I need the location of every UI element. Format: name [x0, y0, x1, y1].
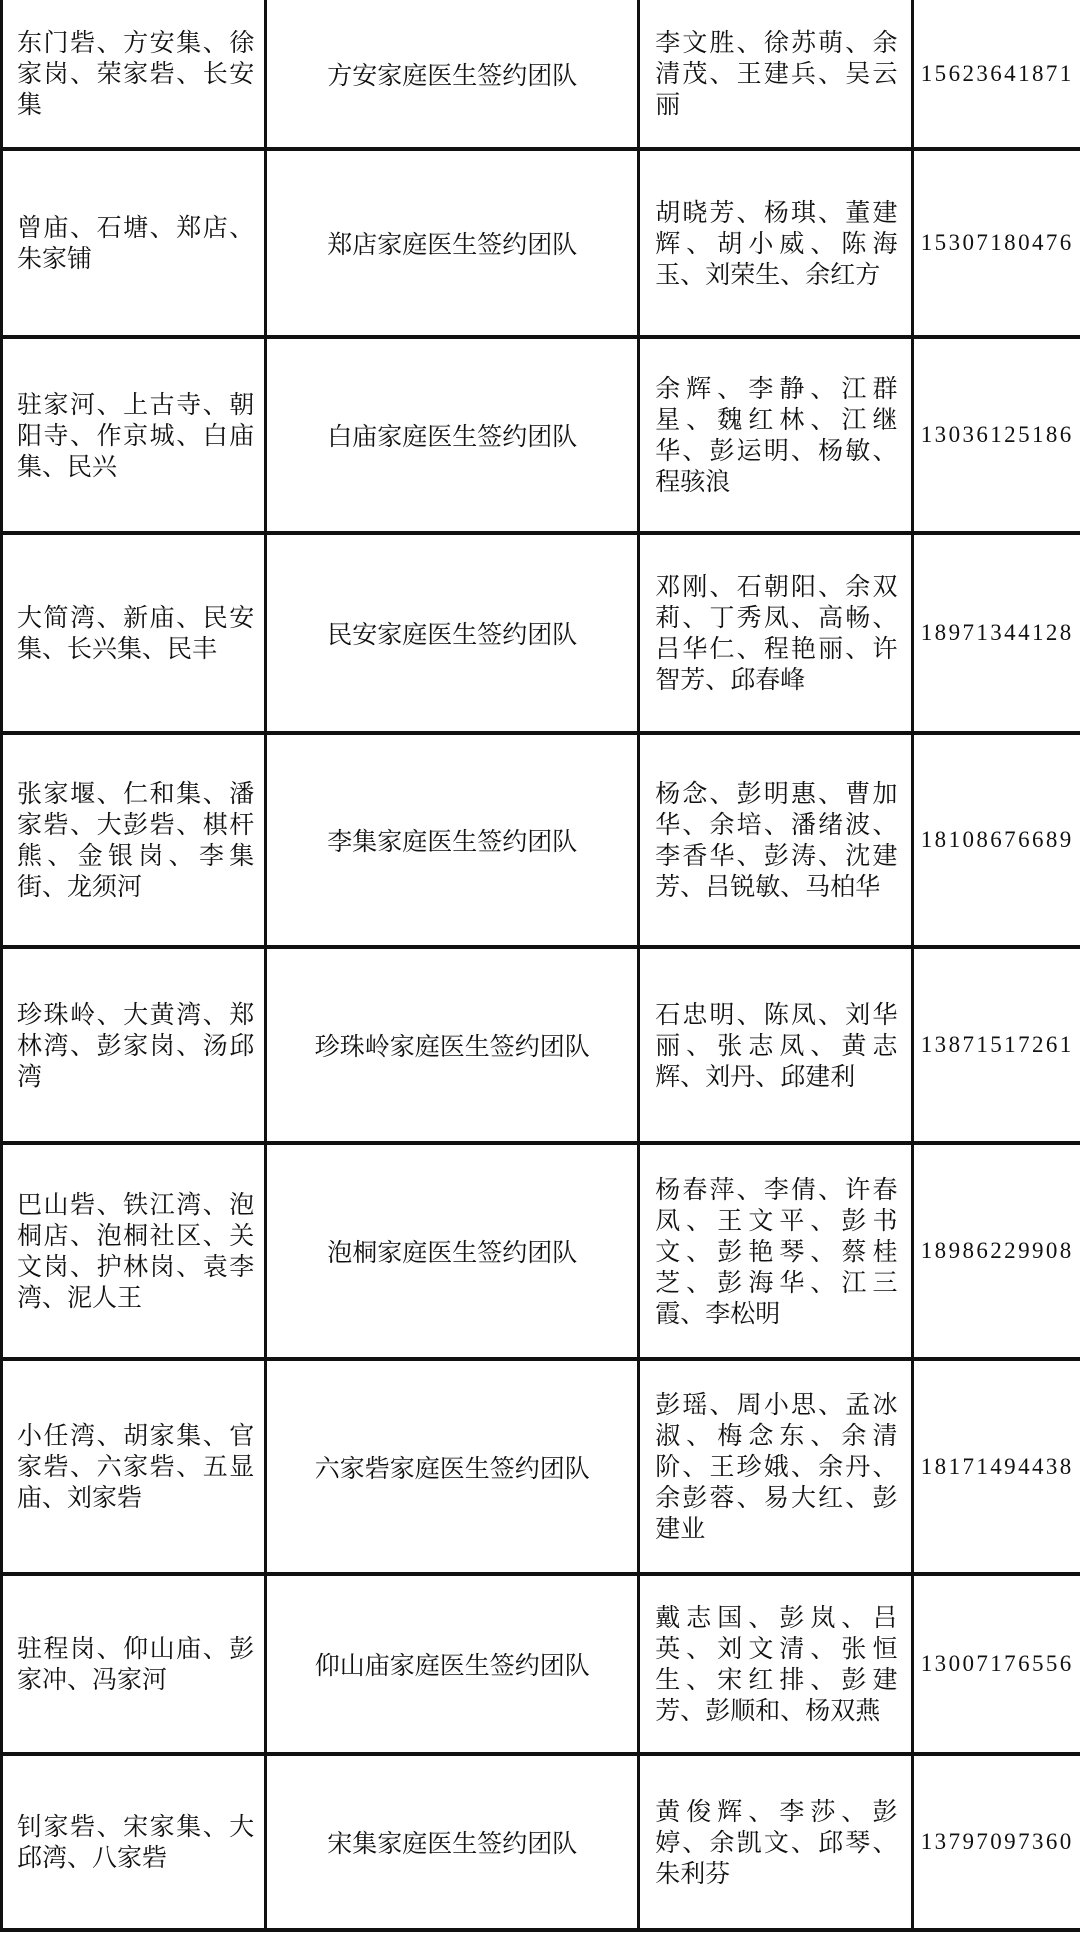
village-list-cell	[3, 949, 267, 1141]
team-name-text: 仰山庙家庭医生签约团队	[314, 1651, 590, 1680]
village-list-cell	[3, 0, 267, 147]
village-list-cell	[3, 339, 267, 531]
team-name-text: 白庙家庭医生签约团队	[327, 422, 578, 451]
village-list-text: 驻家河、上古寺、朝阳寺、作京城、白庙集、民兴	[17, 389, 255, 481]
team-name-cell	[267, 949, 640, 1141]
village-list-cell	[3, 151, 267, 335]
table-row	[3, 339, 1080, 535]
team-name-text: 六家砦家庭医生签约团队	[314, 1453, 590, 1483]
village-list-text: 曾庙、石塘、郑店、朱家铺	[17, 213, 255, 273]
table-row	[3, 151, 1080, 339]
team-name-text: 泡桐家庭医生签约团队	[327, 1238, 578, 1267]
team-name-cell	[267, 1361, 640, 1572]
team-name-text: 郑店家庭医生签约团队	[327, 230, 578, 259]
phone-text: 15623641871	[920, 60, 1074, 86]
village-list-text: 巴山砦、铁江湾、泡桐店、泡桐社区、关文岗、护林岗、袁李湾、泥人王	[17, 1190, 255, 1312]
village-list-text: 东门砦、方安集、徐家岗、荣家砦、长安集	[17, 28, 255, 119]
team-members-cell	[640, 1361, 914, 1572]
phone-cell	[914, 1361, 1080, 1572]
phone-cell	[914, 949, 1080, 1141]
team-name-text: 民安家庭医生签约团队	[327, 620, 578, 649]
team-members-cell	[640, 1145, 914, 1357]
village-list-text: 钊家砦、宋家集、大邱湾、八家砦	[17, 1812, 255, 1872]
village-list-text: 张家堰、仁和集、潘家砦、大彭砦、棋杆熊、金银岗、李集街、龙须河	[17, 779, 255, 901]
team-name-cell	[267, 1145, 640, 1357]
team-members-text: 彭瑶、周小思、孟冰淑、梅念东、余清阶、王珍娥、余丹、余彭蓉、易大红、彭建业	[655, 1390, 898, 1543]
team-members-text: 杨念、彭明惠、曹加华、余培、潘绪波、李香华、彭涛、沈建芳、吕锐敏、马柏华	[655, 779, 898, 901]
village-list-text: 小任湾、胡家集、官家砦、六家砦、五显庙、刘家砦	[17, 1421, 255, 1512]
team-name-cell	[267, 0, 640, 147]
phone-text: 18171494438	[920, 1453, 1074, 1479]
team-name-cell	[267, 339, 640, 531]
team-name-text: 方安家庭医生签约团队	[327, 60, 578, 90]
team-members-text: 戴志国、彭岚、吕英、刘文清、张恒生、宋红排、彭建芳、彭顺和、杨双燕	[655, 1603, 898, 1725]
team-members-text: 胡晓芳、杨琪、董建辉、胡小威、陈海玉、刘荣生、余红方	[655, 197, 898, 289]
phone-text: 18108676689	[920, 827, 1074, 852]
table-row	[3, 1756, 1080, 1932]
team-members-cell	[640, 735, 914, 945]
team-name-text: 珍珠岭家庭医生签约团队	[314, 1032, 590, 1061]
team-name-cell	[267, 1576, 640, 1752]
phone-text: 18971344128	[920, 620, 1074, 645]
team-members-cell	[640, 535, 914, 731]
table-row	[3, 735, 1080, 949]
team-name-text: 李集家庭医生签约团队	[327, 827, 578, 856]
phone-cell	[914, 0, 1080, 147]
phone-text: 18986229908	[920, 1238, 1074, 1263]
phone-cell	[914, 1756, 1080, 1928]
team-name-cell	[267, 151, 640, 335]
phone-text: 15307180476	[920, 230, 1074, 255]
table-row	[3, 1576, 1080, 1756]
team-members-text: 杨春萍、李倩、许春凤、王文平、彭书文、彭艳琴、蔡桂芝、彭海华、江三霞、李松明	[655, 1174, 898, 1328]
village-list-cell	[3, 1576, 267, 1752]
village-list-cell	[3, 735, 267, 945]
phone-cell	[914, 535, 1080, 731]
phone-cell	[914, 1145, 1080, 1357]
team-members-cell	[640, 1576, 914, 1752]
team-members-cell	[640, 339, 914, 531]
team-members-cell	[640, 151, 914, 335]
phone-text: 13871517261	[920, 1032, 1074, 1057]
phone-text: 13797097360	[920, 1829, 1074, 1854]
phone-cell	[914, 1576, 1080, 1752]
team-name-text: 宋集家庭医生签约团队	[327, 1829, 578, 1858]
village-list-text: 驻程岗、仰山庙、彭家冲、冯家河	[17, 1634, 255, 1694]
phone-cell	[914, 151, 1080, 335]
team-name-cell	[267, 535, 640, 731]
phone-cell	[914, 735, 1080, 945]
table-row	[3, 535, 1080, 735]
team-members-cell	[640, 1756, 914, 1928]
village-list-cell	[3, 535, 267, 731]
village-list-cell	[3, 1145, 267, 1357]
village-list-cell	[3, 1756, 267, 1928]
team-name-cell	[267, 1756, 640, 1928]
team-members-text: 李文胜、徐苏萌、余清茂、王建兵、吴云丽	[655, 28, 898, 119]
table-row	[3, 1145, 1080, 1361]
team-members-cell	[640, 949, 914, 1141]
table-row	[3, 949, 1080, 1145]
table-row	[3, 1361, 1080, 1576]
phone-text: 13036125186	[920, 422, 1074, 447]
village-list-cell	[3, 1361, 267, 1572]
team-members-text: 石忠明、陈凤、刘华丽、张志凤、黄志辉、刘丹、邱建利	[655, 999, 898, 1091]
team-members-cell	[640, 0, 914, 147]
team-members-text: 余辉、李静、江群星、魏红林、江继华、彭运明、杨敏、程骇浪	[655, 374, 898, 496]
phone-cell	[914, 339, 1080, 531]
team-members-text: 邓刚、石朝阳、余双莉、丁秀凤、高畅、吕华仁、程艳丽、许智芳、邱春峰	[655, 572, 898, 694]
team-members-text: 黄俊辉、李莎、彭婷、余凯文、邱琴、朱利芬	[655, 1796, 898, 1888]
team-name-cell	[267, 735, 640, 945]
table-row	[3, 0, 1080, 151]
village-list-text: 大简湾、新庙、民安集、长兴集、民丰	[17, 603, 255, 663]
village-list-text: 珍珠岭、大黄湾、郑林湾、彭家岗、汤邱湾	[17, 999, 255, 1091]
phone-text: 13007176556	[920, 1651, 1074, 1676]
